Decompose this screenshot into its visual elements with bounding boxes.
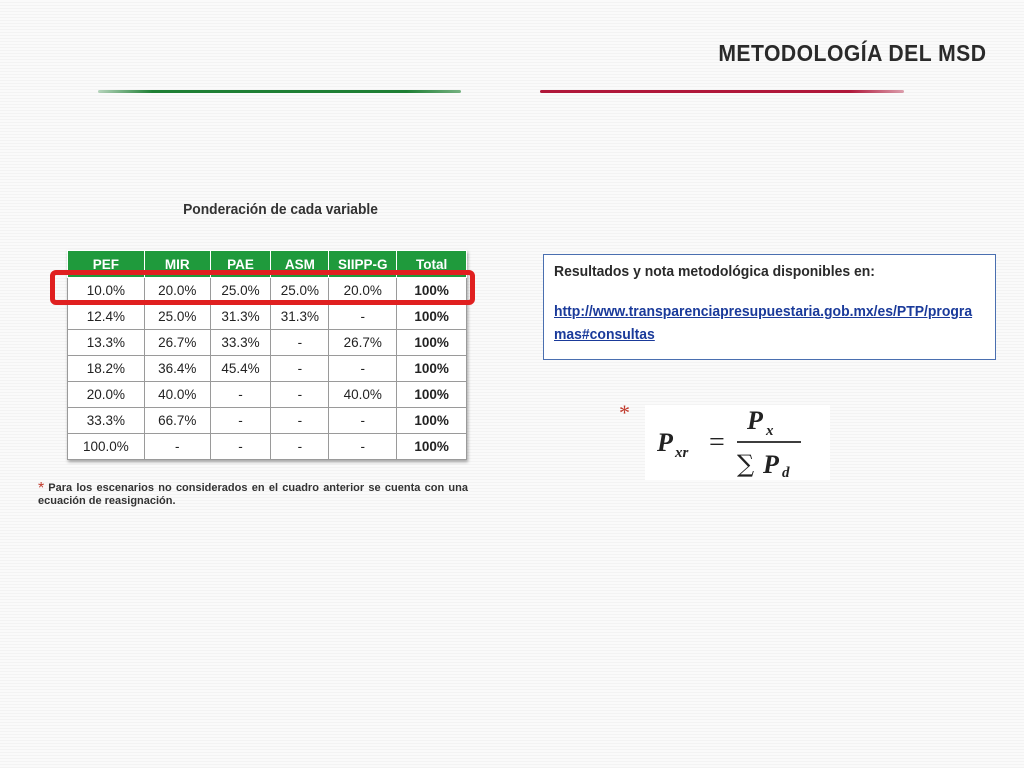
table-cell: 31.3% [271,304,329,330]
table-footnote [38,482,468,508]
formula-denominator: P [763,450,779,479]
formula-numerator-sub: x [766,423,774,439]
table-cell: - [329,356,397,382]
table-cell: 31.3% [210,304,271,330]
table-cell: 10.0% [68,278,145,304]
formula-equals: = [709,427,725,458]
table-cell: 33.3% [210,330,271,356]
table-cell: - [144,434,210,460]
table-cell: 25.0% [271,278,329,304]
table-cell: - [271,408,329,434]
table-cell: 40.0% [144,382,210,408]
table-cell-total: 100% [397,278,467,304]
table-row [68,330,467,356]
header-total: Total [397,251,467,278]
table-cell: - [210,408,271,434]
table-row [68,356,467,382]
table-cell: 36.4% [144,356,210,382]
table-cell: - [210,434,271,460]
footnote-asterisk: * [38,480,45,497]
formula-numerator: P [747,406,763,435]
table-cell: - [271,330,329,356]
header-pef: PEF [68,251,145,278]
methodology-note-box [543,254,996,360]
table-cell: 66.7% [144,408,210,434]
table-cell-total: 100% [397,356,467,382]
table-cell-total: 100% [397,434,467,460]
table-cell-total: 100% [397,330,467,356]
table-row [68,304,467,330]
green-divider-line [98,90,461,93]
methodology-link[interactable]: http://www.transparenciapresupuestaria.gob.mx/es/PTP/programas#consultas [554,303,973,343]
table-cell: 25.0% [210,278,271,304]
table-cell: 26.7% [329,330,397,356]
table-row [68,382,467,408]
reassignment-formula [645,405,830,480]
table-cell: 45.4% [210,356,271,382]
table-cell: - [329,434,397,460]
formula-lhs: P [657,428,673,457]
table-cell: - [271,382,329,408]
table-cell-total: 100% [397,408,467,434]
formula-denominator-sub: d [782,465,790,480]
highlighted-row-outline [50,270,475,305]
table-cell: 20.0% [329,278,397,304]
note-title: Resultados y nota metodológica disponibles en: [554,263,875,280]
header-siipp-g: SIIPP-G [329,251,397,278]
table-cell: 25.0% [144,304,210,330]
table-cell: 18.2% [68,356,145,382]
header-pae: PAE [210,251,271,278]
red-divider-line [540,90,904,93]
table-cell: 26.7% [144,330,210,356]
table-cell: 20.0% [144,278,210,304]
footnote-text: Para los escenarios no considerados en el cuadro anterior se cuenta con una ecuación de reasignación. [38,482,468,507]
formula-lhs-sub: xr [675,445,689,461]
table-row [68,434,467,460]
table-row [68,408,467,434]
table-cell: - [329,304,397,330]
table-cell: 33.3% [68,408,145,434]
table-cell: 100.0% [68,434,145,460]
table-cell: - [271,356,329,382]
table-cell: - [329,408,397,434]
header-asm: ASM [271,251,329,278]
table-cell: - [271,434,329,460]
slide-title: METODOLOGÍA DEL MSD [717,40,986,66]
table-cell: 13.3% [68,330,145,356]
table-cell-total: 100% [397,304,467,330]
table-cell: - [210,382,271,408]
table-title: Ponderación de cada variable [183,201,378,218]
formula-asterisk: * [619,400,630,425]
formula-graphic [645,405,830,480]
table-cell: 40.0% [329,382,397,408]
header-mir: MIR [144,251,210,278]
table-cell-total: 100% [397,382,467,408]
formula-sum-symbol: ∑ [737,450,755,478]
table-cell: 20.0% [68,382,145,408]
table-cell: 12.4% [68,304,145,330]
